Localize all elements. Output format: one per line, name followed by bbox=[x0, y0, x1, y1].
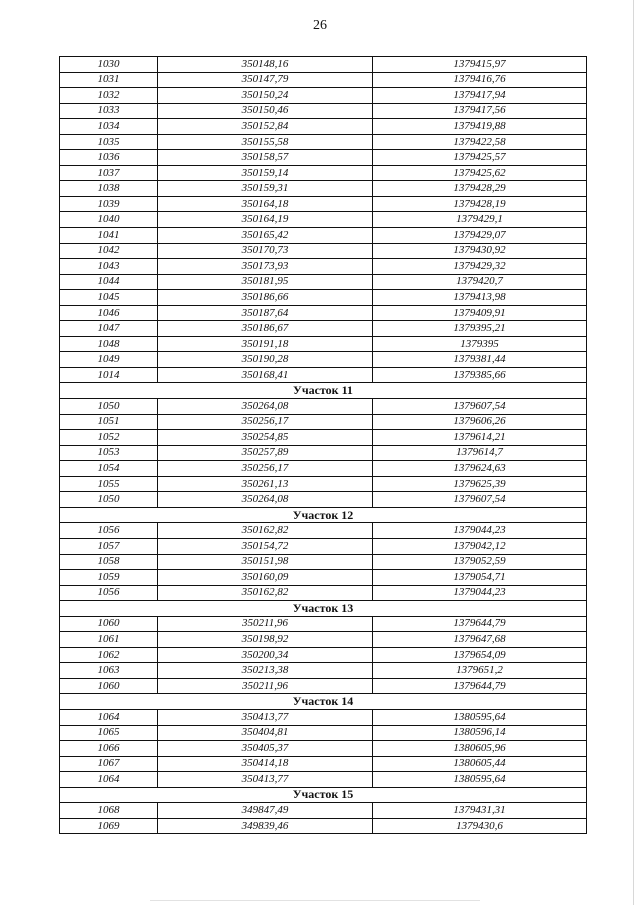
x-coordinate-cell: 350159,31 bbox=[158, 181, 373, 197]
x-coordinate-cell: 350256,17 bbox=[158, 461, 373, 477]
point-number-cell: 1043 bbox=[60, 259, 158, 275]
section-header-row bbox=[60, 787, 587, 803]
section-header-row bbox=[60, 507, 587, 523]
table-row bbox=[60, 165, 587, 181]
y-coordinate-cell: 1379654,09 bbox=[373, 647, 587, 663]
point-number-cell: 1054 bbox=[60, 461, 158, 477]
scan-bottom-line bbox=[150, 900, 480, 901]
table-row bbox=[60, 430, 587, 446]
x-coordinate-cell: 350198,92 bbox=[158, 632, 373, 648]
table-row bbox=[60, 632, 587, 648]
table-row bbox=[60, 367, 587, 383]
table-row bbox=[60, 243, 587, 259]
x-coordinate-cell: 349839,46 bbox=[158, 818, 373, 834]
y-coordinate-cell: 1379606,26 bbox=[373, 414, 587, 430]
table-row bbox=[60, 196, 587, 212]
point-number-cell: 1064 bbox=[60, 709, 158, 725]
y-coordinate-cell: 1379430,92 bbox=[373, 243, 587, 259]
x-coordinate-cell: 350164,19 bbox=[158, 212, 373, 228]
table-row bbox=[60, 803, 587, 819]
x-coordinate-cell: 350404,81 bbox=[158, 725, 373, 741]
y-coordinate-cell: 1379409,91 bbox=[373, 305, 587, 321]
point-number-cell: 1034 bbox=[60, 119, 158, 135]
point-number-cell: 1049 bbox=[60, 352, 158, 368]
table-row bbox=[60, 228, 587, 244]
point-number-cell: 1046 bbox=[60, 305, 158, 321]
y-coordinate-cell: 1379624,63 bbox=[373, 461, 587, 477]
point-number-cell: 1053 bbox=[60, 445, 158, 461]
point-number-cell: 1058 bbox=[60, 554, 158, 570]
y-coordinate-cell: 1379425,57 bbox=[373, 150, 587, 166]
section-title: Участок 14 bbox=[60, 694, 587, 710]
point-number-cell: 1059 bbox=[60, 570, 158, 586]
y-coordinate-cell: 1379422,58 bbox=[373, 134, 587, 150]
point-number-cell: 1033 bbox=[60, 103, 158, 119]
y-coordinate-cell: 1379651,2 bbox=[373, 663, 587, 679]
point-number-cell: 1042 bbox=[60, 243, 158, 259]
y-coordinate-cell: 1379429,32 bbox=[373, 259, 587, 275]
table-row bbox=[60, 72, 587, 88]
x-coordinate-cell: 350164,18 bbox=[158, 196, 373, 212]
x-coordinate-cell: 350413,77 bbox=[158, 772, 373, 788]
x-coordinate-cell: 350155,58 bbox=[158, 134, 373, 150]
y-coordinate-cell: 1380605,44 bbox=[373, 756, 587, 772]
x-coordinate-cell: 350159,14 bbox=[158, 165, 373, 181]
y-coordinate-cell: 1379416,76 bbox=[373, 72, 587, 88]
x-coordinate-cell: 350190,28 bbox=[158, 352, 373, 368]
y-coordinate-cell: 1379054,71 bbox=[373, 570, 587, 586]
y-coordinate-cell: 1379431,31 bbox=[373, 803, 587, 819]
point-number-cell: 1040 bbox=[60, 212, 158, 228]
y-coordinate-cell: 1380595,64 bbox=[373, 709, 587, 725]
point-number-cell: 1056 bbox=[60, 523, 158, 539]
y-coordinate-cell: 1379644,79 bbox=[373, 616, 587, 632]
point-number-cell: 1035 bbox=[60, 134, 158, 150]
table-row bbox=[60, 352, 587, 368]
x-coordinate-cell: 350170,73 bbox=[158, 243, 373, 259]
x-coordinate-cell: 350414,18 bbox=[158, 756, 373, 772]
table-row bbox=[60, 756, 587, 772]
x-coordinate-cell: 350213,38 bbox=[158, 663, 373, 679]
table-row bbox=[60, 772, 587, 788]
table-row bbox=[60, 305, 587, 321]
table-row bbox=[60, 212, 587, 228]
x-coordinate-cell: 350211,96 bbox=[158, 678, 373, 694]
point-number-cell: 1069 bbox=[60, 818, 158, 834]
table-row bbox=[60, 476, 587, 492]
point-number-cell: 1060 bbox=[60, 616, 158, 632]
point-number-cell: 1051 bbox=[60, 414, 158, 430]
y-coordinate-cell: 1379042,12 bbox=[373, 538, 587, 554]
table-row bbox=[60, 725, 587, 741]
point-number-cell: 1057 bbox=[60, 538, 158, 554]
table-row bbox=[60, 259, 587, 275]
table-row bbox=[60, 538, 587, 554]
y-coordinate-cell: 1379428,29 bbox=[373, 181, 587, 197]
x-coordinate-cell: 350162,82 bbox=[158, 523, 373, 539]
y-coordinate-cell: 1380605,96 bbox=[373, 741, 587, 757]
point-number-cell: 1068 bbox=[60, 803, 158, 819]
x-coordinate-cell: 350181,95 bbox=[158, 274, 373, 290]
table-row bbox=[60, 274, 587, 290]
section-title: Участок 11 bbox=[60, 383, 587, 399]
point-number-cell: 1045 bbox=[60, 290, 158, 306]
table-row bbox=[60, 709, 587, 725]
point-number-cell: 1060 bbox=[60, 678, 158, 694]
y-coordinate-cell: 1379420,7 bbox=[373, 274, 587, 290]
section-header-row bbox=[60, 601, 587, 617]
x-coordinate-cell: 350191,18 bbox=[158, 336, 373, 352]
x-coordinate-cell: 350257,89 bbox=[158, 445, 373, 461]
coordinates-table-body bbox=[60, 57, 587, 834]
y-coordinate-cell: 1379417,56 bbox=[373, 103, 587, 119]
table-row bbox=[60, 461, 587, 477]
table-row bbox=[60, 150, 587, 166]
x-coordinate-cell: 350264,08 bbox=[158, 492, 373, 508]
table-row bbox=[60, 88, 587, 104]
x-coordinate-cell: 350150,46 bbox=[158, 103, 373, 119]
x-coordinate-cell: 350187,64 bbox=[158, 305, 373, 321]
point-number-cell: 1063 bbox=[60, 663, 158, 679]
point-number-cell: 1030 bbox=[60, 57, 158, 73]
coordinates-table bbox=[59, 56, 587, 834]
point-number-cell: 1036 bbox=[60, 150, 158, 166]
point-number-cell: 1031 bbox=[60, 72, 158, 88]
y-coordinate-cell: 1379381,44 bbox=[373, 352, 587, 368]
x-coordinate-cell: 350200,34 bbox=[158, 647, 373, 663]
point-number-cell: 1061 bbox=[60, 632, 158, 648]
x-coordinate-cell: 350256,17 bbox=[158, 414, 373, 430]
y-coordinate-cell: 1379395,21 bbox=[373, 321, 587, 337]
section-header-row bbox=[60, 694, 587, 710]
y-coordinate-cell: 1379647,68 bbox=[373, 632, 587, 648]
table-row bbox=[60, 554, 587, 570]
x-coordinate-cell: 350211,96 bbox=[158, 616, 373, 632]
point-number-cell: 1066 bbox=[60, 741, 158, 757]
x-coordinate-cell: 350261,13 bbox=[158, 476, 373, 492]
x-coordinate-cell: 350173,93 bbox=[158, 259, 373, 275]
table-row bbox=[60, 290, 587, 306]
page-number: 26 bbox=[313, 18, 327, 33]
y-coordinate-cell: 1379417,94 bbox=[373, 88, 587, 104]
table-row bbox=[60, 445, 587, 461]
point-number-cell: 1056 bbox=[60, 585, 158, 601]
point-number-cell: 1041 bbox=[60, 228, 158, 244]
point-number-cell: 1038 bbox=[60, 181, 158, 197]
y-coordinate-cell: 1380595,64 bbox=[373, 772, 587, 788]
point-number-cell: 1055 bbox=[60, 476, 158, 492]
x-coordinate-cell: 350165,42 bbox=[158, 228, 373, 244]
table-row bbox=[60, 678, 587, 694]
y-coordinate-cell: 1379044,23 bbox=[373, 523, 587, 539]
section-title: Участок 12 bbox=[60, 507, 587, 523]
point-number-cell: 1052 bbox=[60, 430, 158, 446]
x-coordinate-cell: 350148,16 bbox=[158, 57, 373, 73]
x-coordinate-cell: 350151,98 bbox=[158, 554, 373, 570]
table-row bbox=[60, 414, 587, 430]
y-coordinate-cell: 1379044,23 bbox=[373, 585, 587, 601]
point-number-cell: 1037 bbox=[60, 165, 158, 181]
y-coordinate-cell: 1379052,59 bbox=[373, 554, 587, 570]
table-row bbox=[60, 818, 587, 834]
point-number-cell: 1014 bbox=[60, 367, 158, 383]
y-coordinate-cell: 1379429,07 bbox=[373, 228, 587, 244]
x-coordinate-cell: 350254,85 bbox=[158, 430, 373, 446]
section-title: Участок 15 bbox=[60, 787, 587, 803]
y-coordinate-cell: 1379614,7 bbox=[373, 445, 587, 461]
y-coordinate-cell: 1379385,66 bbox=[373, 367, 587, 383]
y-coordinate-cell: 1379419,88 bbox=[373, 119, 587, 135]
x-coordinate-cell: 350405,37 bbox=[158, 741, 373, 757]
table-row bbox=[60, 663, 587, 679]
table-row bbox=[60, 585, 587, 601]
table-row bbox=[60, 134, 587, 150]
point-number-cell: 1047 bbox=[60, 321, 158, 337]
x-coordinate-cell: 350162,82 bbox=[158, 585, 373, 601]
table-row bbox=[60, 570, 587, 586]
y-coordinate-cell: 1379607,54 bbox=[373, 492, 587, 508]
point-number-cell: 1062 bbox=[60, 647, 158, 663]
y-coordinate-cell: 1379614,21 bbox=[373, 430, 587, 446]
y-coordinate-cell: 1379625,39 bbox=[373, 476, 587, 492]
x-coordinate-cell: 350186,67 bbox=[158, 321, 373, 337]
x-coordinate-cell: 350152,84 bbox=[158, 119, 373, 135]
x-coordinate-cell: 350413,77 bbox=[158, 709, 373, 725]
y-coordinate-cell: 1379429,1 bbox=[373, 212, 587, 228]
table-row bbox=[60, 321, 587, 337]
y-coordinate-cell: 1379607,54 bbox=[373, 399, 587, 415]
y-coordinate-cell: 1379425,62 bbox=[373, 165, 587, 181]
point-number-cell: 1039 bbox=[60, 196, 158, 212]
y-coordinate-cell: 1379644,79 bbox=[373, 678, 587, 694]
y-coordinate-cell: 1379428,19 bbox=[373, 196, 587, 212]
x-coordinate-cell: 350264,08 bbox=[158, 399, 373, 415]
y-coordinate-cell: 1379413,98 bbox=[373, 290, 587, 306]
y-coordinate-cell: 1379395 bbox=[373, 336, 587, 352]
x-coordinate-cell: 350168,41 bbox=[158, 367, 373, 383]
x-coordinate-cell: 350150,24 bbox=[158, 88, 373, 104]
point-number-cell: 1064 bbox=[60, 772, 158, 788]
y-coordinate-cell: 1379415,97 bbox=[373, 57, 587, 73]
point-number-cell: 1044 bbox=[60, 274, 158, 290]
section-title: Участок 13 bbox=[60, 601, 587, 617]
point-number-cell: 1048 bbox=[60, 336, 158, 352]
point-number-cell: 1067 bbox=[60, 756, 158, 772]
x-coordinate-cell: 350147,79 bbox=[158, 72, 373, 88]
table-row bbox=[60, 616, 587, 632]
table-row bbox=[60, 103, 587, 119]
point-number-cell: 1050 bbox=[60, 492, 158, 508]
y-coordinate-cell: 1379430,6 bbox=[373, 818, 587, 834]
section-header-row bbox=[60, 383, 587, 399]
x-coordinate-cell: 350154,72 bbox=[158, 538, 373, 554]
table-row bbox=[60, 741, 587, 757]
table-row bbox=[60, 119, 587, 135]
table-row bbox=[60, 399, 587, 415]
table-row bbox=[60, 492, 587, 508]
table-row bbox=[60, 336, 587, 352]
point-number-cell: 1032 bbox=[60, 88, 158, 104]
x-coordinate-cell: 350186,66 bbox=[158, 290, 373, 306]
point-number-cell: 1050 bbox=[60, 399, 158, 415]
x-coordinate-cell: 349847,49 bbox=[158, 803, 373, 819]
table-row bbox=[60, 523, 587, 539]
table-row bbox=[60, 57, 587, 73]
table-row bbox=[60, 181, 587, 197]
y-coordinate-cell: 1380596,14 bbox=[373, 725, 587, 741]
table-row bbox=[60, 647, 587, 663]
scan-edge-line bbox=[633, 0, 634, 905]
x-coordinate-cell: 350160,09 bbox=[158, 570, 373, 586]
x-coordinate-cell: 350158,57 bbox=[158, 150, 373, 166]
point-number-cell: 1065 bbox=[60, 725, 158, 741]
